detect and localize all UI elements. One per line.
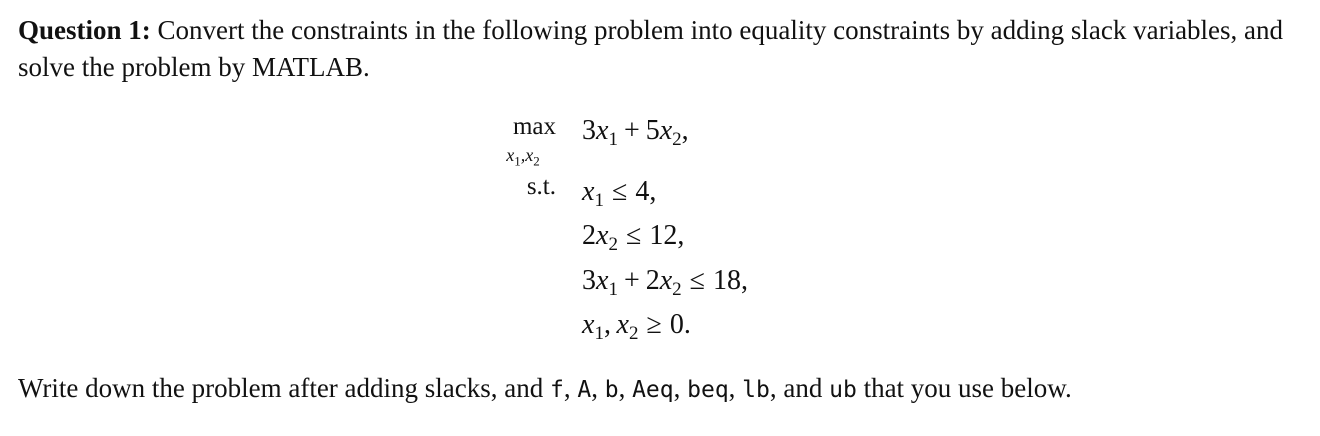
instruction-text bbox=[18, 370, 1298, 409]
code-b: b bbox=[604, 377, 619, 403]
question-text bbox=[18, 12, 1298, 86]
constraint-4: $x_1$, $x_2 \ge 0$. bbox=[582, 309, 691, 344]
constraint-1: $x_1 \le 4$, bbox=[582, 176, 657, 211]
separator: , bbox=[728, 373, 743, 403]
code-lb: lb bbox=[742, 377, 770, 403]
constraint-3: $3x_1 + 2x_2 \le 18$, bbox=[582, 265, 749, 300]
code-f: f bbox=[550, 377, 564, 403]
instruction-lead: Write down the problem after adding slacks, and bbox=[18, 373, 550, 403]
code-beq: beq bbox=[687, 377, 729, 403]
question-label: Question 1: bbox=[18, 15, 151, 45]
subject-to-label: s.t. bbox=[526, 173, 556, 200]
separator-and: , and bbox=[769, 373, 830, 403]
objective-function: $3x_1 + 5x_2$, bbox=[582, 115, 689, 150]
instruction-tail: that you use below. bbox=[856, 373, 1072, 403]
constraint-2: $2x_2 \le 12$, bbox=[582, 220, 685, 255]
question-body: Convert the constraints in the following problem into equality constraints by adding slack variables, and solve the problem by MATLAB. bbox=[18, 15, 1284, 82]
max-subscript: $x_1,x_2$ bbox=[506, 145, 540, 169]
max-operator: max bbox=[512, 113, 556, 140]
separator: , bbox=[563, 373, 578, 403]
code-Aeq: Aeq bbox=[632, 377, 674, 403]
separator: , bbox=[673, 373, 688, 403]
separator: , bbox=[591, 373, 605, 403]
code-A: A bbox=[577, 377, 592, 403]
code-ub: ub bbox=[829, 377, 857, 403]
separator: , bbox=[618, 373, 633, 403]
